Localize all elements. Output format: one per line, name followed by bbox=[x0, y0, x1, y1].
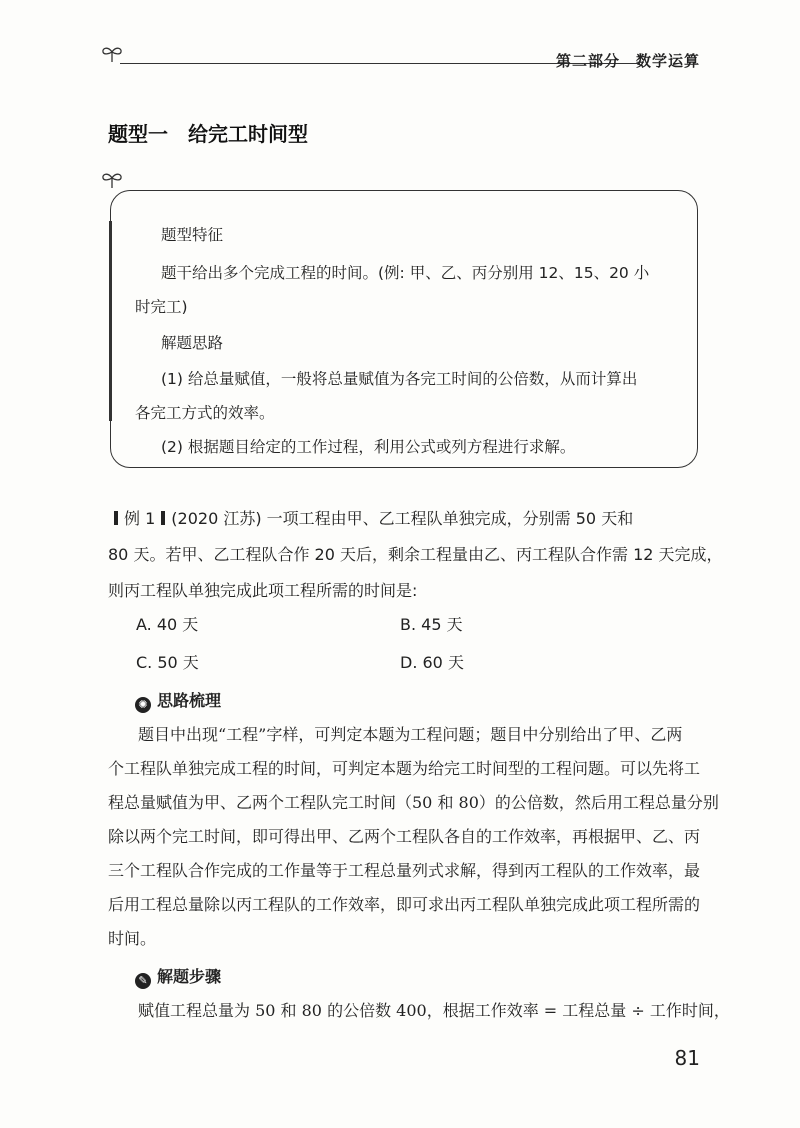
steps-line: 赋值工程总量为 50 和 80 的公倍数 400，根据工作效率 = 工程总量 ÷ 工作时间， bbox=[138, 1001, 730, 1020]
feature-line: 时完工) bbox=[135, 298, 188, 316]
option-d: D. 60 天 bbox=[400, 653, 464, 672]
steps-heading bbox=[135, 964, 221, 989]
feature-box bbox=[110, 190, 698, 468]
approach-line: (2) 根据题目给定的工作过程，利用公式或列方程进行求解。 bbox=[161, 438, 576, 456]
analysis-line: 后用工程总量除以丙工程队的工作效率，即可求出丙工程队单独完成此项工程所需的 bbox=[108, 895, 701, 914]
example-marker bbox=[161, 511, 165, 525]
example-label: 例 1 bbox=[124, 509, 156, 528]
analysis-line: 个工程队单独完成工程的时间，可判定本题为给完工时间型的工程问题。可以先将工 bbox=[108, 759, 701, 778]
feature-label: 题型特征 bbox=[161, 226, 224, 244]
type-title: 题型一 给完工时间型 bbox=[108, 122, 308, 146]
example-line: 80 天。若甲、乙工程队合作 20 天后，剩余工程量由乙、丙工程队合作需 12 天完成， bbox=[108, 545, 723, 564]
analysis-line: 题目中出现“工程”字样，可判定本题为工程问题；题目中分别给出了甲、乙两 bbox=[138, 725, 683, 744]
sprout-icon bbox=[100, 44, 124, 64]
box-accent-bar bbox=[109, 221, 112, 421]
example-marker bbox=[114, 511, 118, 525]
approach-line: 各完工方式的效率。 bbox=[135, 404, 275, 422]
example-text: (2020 江苏) 一项工程由甲、乙工程队单独完成，分别需 50 天和 bbox=[171, 509, 634, 528]
idea-icon: ✺ bbox=[135, 697, 151, 713]
feature-line: 题干给出多个完成工程的时间。(例: 甲、乙、丙分别用 12、15、20 小 bbox=[161, 264, 650, 282]
option-c: C. 50 天 bbox=[136, 653, 199, 672]
example-line bbox=[108, 506, 633, 529]
section-title: 第二部分 数学运算 bbox=[555, 52, 700, 70]
approach-line: (1) 给总量赋值，一般将总量赋值为各完工时间的公倍数，从而计算出 bbox=[161, 370, 638, 388]
analysis-line: 时间。 bbox=[108, 929, 157, 948]
analysis-line: 除以两个完工时间，即可得出甲、乙两个工程队各自的工作效率，再根据甲、乙、丙 bbox=[108, 827, 701, 846]
sprout-icon bbox=[100, 170, 124, 190]
option-b: B. 45 天 bbox=[400, 615, 463, 634]
analysis-line: 三个工程队合作完成的工作量等于工程总量列式求解，得到丙工程队的工作效率，最 bbox=[108, 861, 701, 880]
steps-heading-text: 解题步骤 bbox=[157, 967, 222, 986]
pen-icon: ✎ bbox=[135, 973, 151, 989]
example-line: 则丙工程队单独完成此项工程所需的时间是: bbox=[108, 581, 418, 600]
analysis-heading bbox=[135, 688, 221, 713]
page-header bbox=[100, 48, 700, 70]
approach-label: 解题思路 bbox=[161, 334, 224, 352]
option-a: A. 40 天 bbox=[136, 615, 199, 634]
analysis-heading-text: 思路梳理 bbox=[157, 691, 222, 710]
page-number: 81 bbox=[674, 1046, 700, 1070]
analysis-line: 程总量赋值为甲、乙两个工程队完工时间（50 和 80）的公倍数，然后用工程总量分别 bbox=[108, 793, 719, 812]
